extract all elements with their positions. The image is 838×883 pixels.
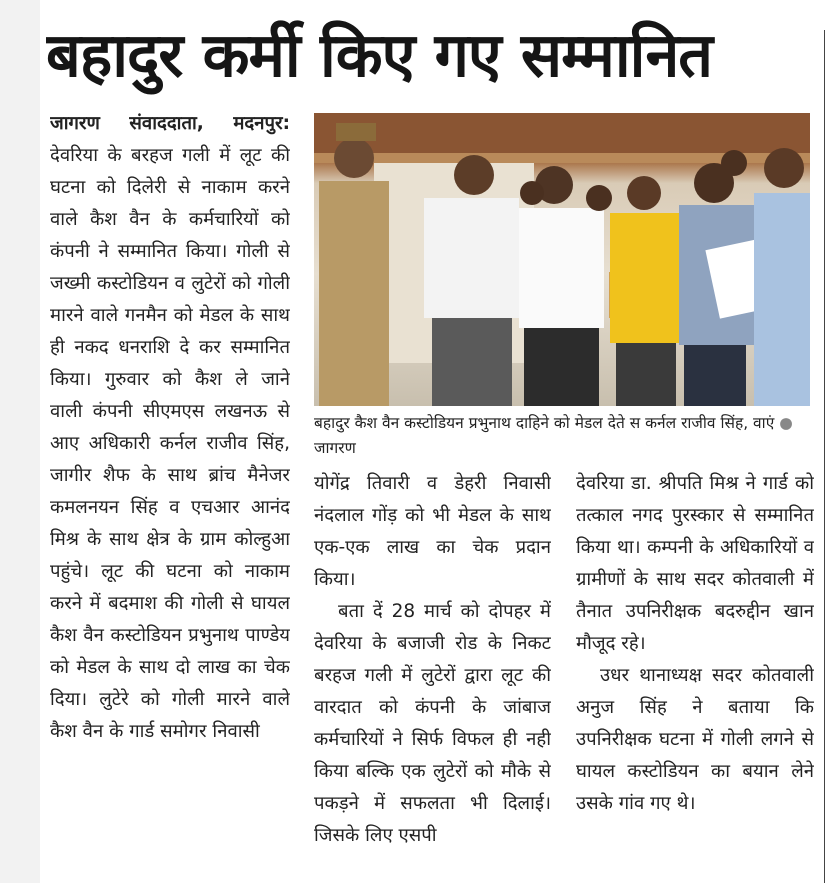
column-2-paragraph-2: बता दें 28 मार्च को दोपहर में देवरिया के बजाजी रोड के निकट बरहज गली में लुटेरों द्वारा लूट की वारदात को कंपनी के जांबाज कर्मचारियों ने सिर्फ विफल ही नही किया बल्कि एक लुटेरों को मौके से पकड़ने में सफलता भी दिलाई। जिसके लिए एसपी: [314, 601, 551, 846]
bullet-icon: ●: [779, 414, 793, 432]
photo-caption: [314, 411, 814, 463]
page-margin: [0, 0, 40, 883]
headline: बहादुर कर्मी किए गए सम्मानित: [46, 20, 713, 91]
article-column-1: [50, 108, 290, 878]
article-column-3: [576, 468, 814, 878]
caption-text: बहादुर कैश वैन कस्टोडियन प्रभुनाथ दाहिने को मेडल देते स कर्नल राजीव सिंह, वाएं: [314, 414, 775, 432]
column-2-paragraph-1: योगेंद्र तिवारी व डेहरी निवासी नंदलाल गोंड़ को भी मेडल के साथ एक-एक लाख का चेक प्रदान किया।: [314, 473, 551, 590]
article-column-2: [314, 468, 551, 878]
award-ceremony-photo: [314, 113, 810, 406]
column-3-paragraph-1: देवरिया डा. श्रीपति मिश्र ने गार्ड को तत्काल नगद पुरस्कार से सम्मानित किया था। कम्पनी के अधिकारियों व ग्रामीणों के साथ सदर कोतवाली में तैनात उपनिरीक्षक बदरुद्दीन खान मौजूद रहे।: [576, 473, 814, 654]
column-3-paragraph-2: उधर थानाध्यक्ष सदर कोतवाली अनुज सिंह ने बताया कि उपनिरीक्षक घटना में गोली लगने से घायल कस्टोडियन का बयान लेने उसके गांव गए थे।: [576, 665, 814, 814]
column-rule: [824, 30, 825, 883]
column-1-text: देवरिया के बरहज गली में लूट की घटना को दिलेरी से नाकाम करने वाले कैश वैन के कर्मचारियों को कंपनी ने सम्मानित किया। गोली से जख्मी कस्टोडियन व लुटेरों को गोली मारने वाले गनमैन को मेडल के साथ ही नकद धनराशि दे कर सम्मानित किया। गुरुवार को कैश ले जाने वाली कंपनी सीएमएस लखनऊ से आए अधिकारी कर्नल राजीव सिंह, जागीर शैफ के साथ ब्रांच मैनेजर कमलनयन सिंह व एचआर आनंद मिश्र के साथ क्षेत्र के ग्राम कोल्हुआ पहुंचे। लूट की घटना को नाकाम करने में बदमाश की गोली से घायल कैश वैन कस्टोडियन प्रभुनाथ पाण्डेय को मेडल के साथ दो लाख का चेक दिया। लुटेरे को गोली मारने वाले कैश वैन के गार्ड समोगर निवासी: [50, 145, 290, 742]
byline: जागरण संवाददाता, मदनपुर:: [50, 113, 290, 134]
caption-credit: जागरण: [314, 439, 356, 457]
news-photo: [314, 113, 810, 406]
